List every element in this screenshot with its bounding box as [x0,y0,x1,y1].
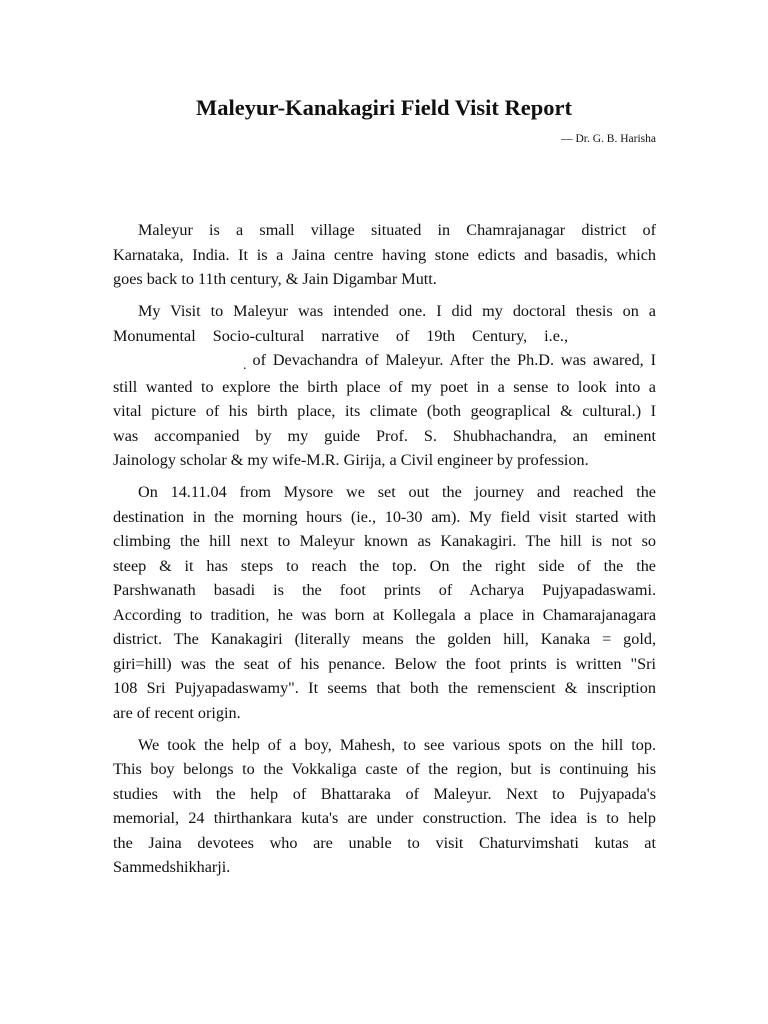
text-line: memorial, 24 thirthankara kuta's are under construction. The idea is to help [113,809,656,827]
text-line: Monumental Socio-cultural narrative of 19th Century, i.e., [113,326,568,345]
text-line: According to tradition, he was born at Kollegala a place in Chamarajanagara [113,605,656,624]
diacritic-dot: . [243,358,247,373]
text-line: steep & it has steps to reach the top. On the right side of the the [113,556,656,575]
text-line-with-gap [113,348,656,375]
text-line: destination in the morning hours (ie., 10-30 am). My field visit started with [113,507,656,526]
text-line: Sammedshikharji. [113,858,231,876]
paragraph-2 [113,299,656,473]
text-line: studies with the help of Bhattaraka of Maleyur. Next to Pujyapada's [113,784,656,803]
text-line: still wanted to explore the birth place of my poet in a sense to look into a [113,377,656,396]
text-fragment: of Devachandra of Maleyur. After the Ph.D. was awared, I [252,351,656,369]
text-line: the Jaina devotees who are unable to visit Chaturvimshati kutas at [113,833,656,852]
text-line: 108 Sri Pujyapadaswamy". It seems that both the remenscient & inscription [113,679,656,697]
text-line: Maleyur is a small village situated in Chamrajanagar district of [138,221,656,239]
text-line: was accompanied by my guide Prof. S. Shubhachandra, an eminent [113,426,656,445]
paragraph-3 [113,480,656,725]
document-author: — Dr. G. B. Harisha [561,133,656,145]
text-line: On 14.11.04 from Mysore we set out the journey and reached the [138,483,656,501]
text-line: climbing the hill next to Maleyur known as Kanakagiri. The hill is not so [113,532,656,550]
text-line: vital picture of his birth place, its climate (both geograplical & cultural.) I [113,402,656,420]
document-title: Maleyur-Kanakagiri Field Visit Report [195,95,572,120]
paragraph-4 [113,733,656,880]
text-line: Jainology scholar & my wife-M.R. Girija, a Civil engineer by profession. [113,451,589,469]
text-line: My Visit to Maleyur was intended one. I did my doctoral thesis on a [138,302,656,320]
text-line: district. The Kanakagiri (literally means the golden hill, Kanaka = gold, [113,630,656,648]
text-line: goes back to 11th century, & Jain Digambar Mutt. [113,270,437,288]
text-line: This boy belongs to the Vokkaliga caste of the region, but is continuing his [113,760,656,778]
text-line: are of recent origin. [113,703,241,722]
text-line: We took the help of a boy, Mahesh, to see various spots on the hill top. [138,735,656,754]
paragraph-1 [113,218,656,292]
text-line: giri=hill) was the seat of his penance. Below the foot prints is written "Sri [113,654,656,673]
text-line: Karnataka, India. It is a Jaina centre having stone edicts and basadis, which [113,245,656,264]
document-body [113,218,656,887]
text-line: Parshwanath basadi is the foot prints of Acharya Pujyapadaswami. [113,581,656,599]
